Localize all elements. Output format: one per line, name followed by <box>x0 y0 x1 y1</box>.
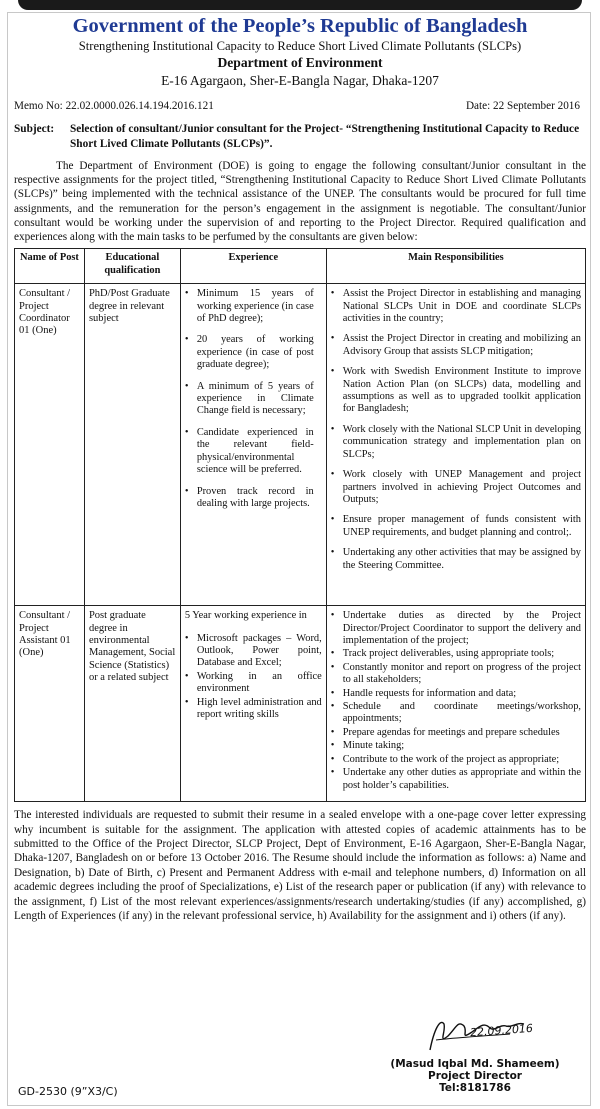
list-item: • Working in an office environment <box>185 671 322 696</box>
subject-label: Subject: <box>14 123 55 135</box>
responsibilities-cell <box>326 284 585 606</box>
table-header-row <box>15 249 586 284</box>
experience-cell <box>180 606 326 802</box>
subject-text: Selection of consultant/Junior consultant for the Project- “Strengthening Institutional Capacity to Reduce Short Lived Climate Pollutants (SLCPs)”. <box>70 123 580 150</box>
list-item: • Minute taking; <box>331 740 581 752</box>
table-row <box>15 284 586 606</box>
application-instructions: The interested individuals are requested to submit their resume in a sealed envelope with a one-page cover letter expressing why incumbent is suitable for the assignment. The application with attested copies of academic attainments has to be submitted to the Office of the Project Director, SLCP Project, Dept of Environment, E-16 Agargaon, Sher-E-Bangla Nagar, Dhaka-1207, Bangladesh on or before 13 October 2016. The Resume should include the information as follows: a) Name and Designation, b) Date of Birth, c) Present and Permanent Address with e-mail and telephone numbers, d) Information on all academic degrees including the proof of Specializations, e) List of the research paper or publication (if any) with relevance to the assignment, f) List of the most relevant experiences/assignments/research undertaking/studies (if any) accomplished, g) Length of Experiences (if any) in the relevant professional service, h) Availability for the assignment and i) others (if any). <box>14 809 586 923</box>
government-title: Government of the People’s Republic of Bangladesh <box>72 15 528 37</box>
signatory-phone: Tel:8181786 <box>439 1082 511 1094</box>
list-item: • Handle requests for information and data; <box>331 688 581 700</box>
post-name: Consultant / Project Coordinator 01 (One) <box>15 284 85 606</box>
list-item: • Assist the Project Director in establishing and managing National SLCPs Unit in DOE and coordinate SLCPs activities in the country; <box>331 288 581 325</box>
memo-date: Date: 22 September 2016 <box>465 100 580 112</box>
department-address: E-16 Agargaon, Sher-E-Bangla Nagar, Dhaka-1207 <box>161 73 439 88</box>
handwritten-signature-mark <box>360 1010 570 1058</box>
list-item: • Minimum 15 years of working experience (in case of PhD degree); <box>185 288 322 325</box>
list-item: • A minimum of 5 years of experience in Climate Change field is necessary; <box>185 381 322 418</box>
list-item: • Schedule and coordinate meetings/workshop, appointments; <box>331 701 581 726</box>
signature <box>360 1010 570 1058</box>
responsibilities-list <box>331 610 581 792</box>
experience-list <box>185 633 322 722</box>
list-item: • Prepare agendas for meetings and prepare schedules <box>331 727 581 739</box>
signatory-title: Project Director <box>428 1070 522 1082</box>
list-item: • Undertake any other duties as appropriate and within the post holder’s capabilities. <box>331 767 581 792</box>
handwritten-date: 22.09.2016 <box>469 1021 534 1040</box>
list-item: • High level administration and report writing skills <box>185 697 322 722</box>
list-item: • Assist the Project Director in creating and mobilizing an Advisory Group that assists SLCP mitigation; <box>331 333 581 358</box>
list-item: • 20 years of working experience (in case of post graduate degree); <box>185 334 322 371</box>
footer-code: GD-2530 (9”X3/C) <box>18 1085 118 1098</box>
document-page <box>14 14 586 923</box>
list-item: • Microsoft packages – Word, Outlook, Power point, Database and Excel; <box>185 633 322 670</box>
experience-intro: 5 Year working experience in <box>184 610 307 622</box>
list-item: • Work closely with UNEP Management and project partners involved in achieving Project Outcomes and Outputs; <box>331 469 581 506</box>
list-item: • Work closely with the National SLCP Unit in developing communication strategy and implementation plan on SLCPs; <box>331 424 581 461</box>
intro-paragraph: The Department of Environment (DOE) is going to engage the following consultant/Junior consultant in the respective assignments for the project titled, “Strengthening Institutional Capacity to Reduce Short Lived Climate Pollutants (SLCPs)” being implemented with the technical assistance of the UNEP. The consultants would be procured for full time assignments, and the remuneration for the person’s engagement in the assignment is negotiable. The consultant/Junior consultant would be working under the supervision of and reporting to the Project Director. Required qualification and experiences along with the main tasks to be perfumed by the consultants are given below: <box>14 160 586 244</box>
header-experience: Experience <box>180 249 326 284</box>
list-item: • Undertaking any other activities that may be assigned by the Steering Committee. <box>331 547 581 572</box>
memo-row <box>14 99 586 113</box>
positions-table <box>14 248 586 802</box>
education-qualification: Post graduate degree in environmental Management, Social Science (Statistics) or a related subject <box>84 606 180 802</box>
list-item: • Contribute to the work of the project as appropriate; <box>331 754 581 766</box>
top-decoration-bar <box>18 0 582 10</box>
list-item: • Constantly monitor and report on progress of the project to all stakeholders; <box>331 662 581 687</box>
responsibilities-cell <box>326 606 585 802</box>
list-item: • Work with Swedish Environment Institute to improve Nation Action Plan (on SLCPs) data, modelling and assumptions as well as to upgraded toolkit application for Bangladesh; <box>331 366 581 416</box>
signatory-name: (Masud Iqbal Md. Shameem) <box>390 1058 560 1070</box>
signatory-block <box>370 1058 580 1094</box>
memo-number: Memo No: 22.02.0000.026.14.194.2016.121 <box>14 100 214 112</box>
post-name: Consultant / Project Assistant 01 (One) <box>15 606 85 802</box>
department-name: Department of Environment <box>217 55 383 70</box>
list-item: • Candidate experienced in the relevant field-physical/environmental science will be preferred. <box>185 427 322 477</box>
header-post: Name of Post <box>15 249 85 284</box>
list-item: • Track project deliverables, using appropriate tools; <box>331 648 581 660</box>
experience-cell <box>180 284 326 606</box>
responsibilities-list <box>331 288 581 572</box>
experience-list <box>185 288 322 510</box>
header-responsibilities: Main Responsibilities <box>326 249 585 284</box>
list-item: • Proven track record in dealing with large projects. <box>185 486 322 511</box>
education-qualification: PhD/Post Graduate degree in relevant subject <box>84 284 180 606</box>
list-item: • Undertake duties as directed by the Project Director/Project Coordinator to support the delivery and implementation of the project; <box>331 610 581 647</box>
list-item: • Ensure proper management of funds consistent with UNEP requirements, and budget planning and control;. <box>331 514 581 539</box>
subject-line <box>14 122 586 152</box>
header-education: Educational qualification <box>84 249 180 284</box>
table-row <box>15 606 586 802</box>
project-line: Strengthening Institutional Capacity to Reduce Short Lived Climate Pollutants (SLCPs) <box>78 39 522 53</box>
